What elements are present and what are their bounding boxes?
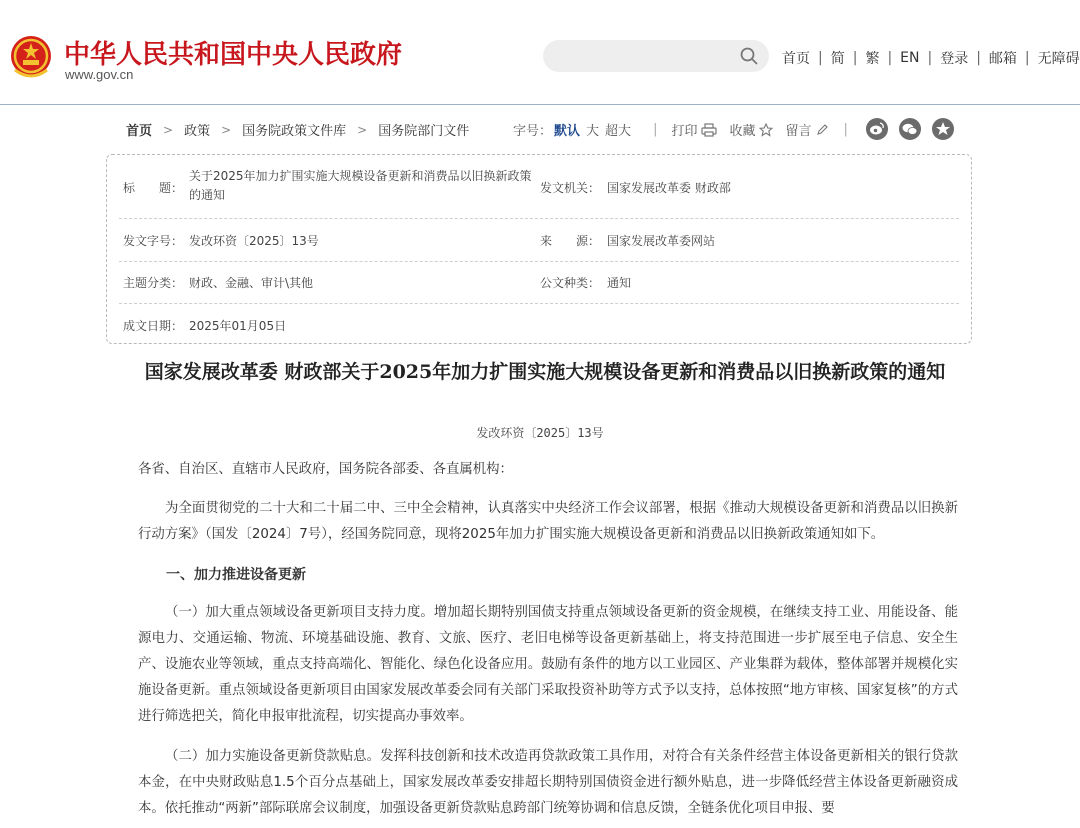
breadcrumb-department-docs[interactable]: 国务院部门文件 bbox=[378, 124, 470, 139]
font-size-default[interactable]: 默认 bbox=[554, 124, 581, 139]
chevron-right-icon: > bbox=[163, 122, 174, 137]
weibo-icon[interactable] bbox=[866, 118, 888, 140]
qzone-star-icon[interactable] bbox=[932, 118, 954, 140]
breadcrumb-home[interactable]: 首页 bbox=[126, 124, 153, 139]
site-title[interactable]: 中华人民共和国中央人民政府 bbox=[64, 40, 403, 70]
nav-simplified[interactable]: 简 bbox=[830, 51, 845, 67]
chevron-right-icon: > bbox=[221, 122, 232, 137]
nav-english[interactable]: EN bbox=[900, 50, 920, 66]
tools-divider: | bbox=[653, 122, 658, 137]
comment-button[interactable]: 留言 bbox=[785, 124, 812, 139]
search-box bbox=[543, 40, 769, 72]
print-button[interactable]: 打印 bbox=[671, 124, 698, 139]
search-icon[interactable] bbox=[739, 46, 759, 66]
font-size-large[interactable]: 大 bbox=[586, 124, 600, 139]
article-paragraph: （二）加力实施设备更新贷款贴息。发挥科技创新和技术改造再贷款政策工具作用，对符合有关条件经营主体设备更新相关的银行贷款本金，在中央财政贴息1.5个百分点基础上，国家发展改革委安排超长期特别国债资金进行额外贴息，进一步降低经营主体设备更新融资成本。依托推动“两新”部际联席会议制度，加强设备更新贷款贴息跨部门统筹协调和信息反馈，全链条优化项目申报、要 bbox=[138, 749, 958, 816]
nav-divider: | bbox=[887, 50, 893, 66]
issuer-value: 国家发展改革委 财政部 bbox=[607, 181, 731, 195]
document-info-table bbox=[106, 154, 972, 344]
font-size-xlarge[interactable]: 超大 bbox=[605, 124, 632, 139]
source-value: 国家发展改革委网站 bbox=[607, 234, 716, 248]
doc-type-value: 通知 bbox=[607, 276, 632, 290]
tools-divider: | bbox=[843, 122, 848, 137]
nav-divider: | bbox=[1024, 50, 1030, 66]
article-salutation: 各省、自治区、直辖市人民政府，国务院各部委、各直属机构： bbox=[138, 462, 513, 477]
article-doc-number: 发改环资〔2025〕13号 bbox=[476, 426, 604, 440]
date-label: 成文日期： bbox=[123, 319, 184, 333]
date-value: 2025年01月05日 bbox=[189, 319, 287, 333]
doc-number-value: 发改环资〔2025〕13号 bbox=[189, 234, 319, 248]
star-icon[interactable] bbox=[759, 123, 773, 137]
wechat-icon[interactable] bbox=[899, 118, 921, 140]
doc-type-label: 公文种类： bbox=[540, 276, 601, 290]
article-intro: 为全面贯彻党的二十大和二十届二中、三中全会精神，认真落实中央经济工作会议部署，根据《推动大规模设备更新和消费品以旧换新行动方案》（国发〔2024〕7号），经国务院同意，现将2025年加力扩围实施大规模设备更新和消费品以旧换新政策通知如下。 bbox=[138, 501, 958, 542]
source-label: 来 源： bbox=[540, 234, 601, 248]
font-size-label: 字号： bbox=[513, 124, 553, 139]
section-heading: 一、加力推进设备更新 bbox=[166, 567, 306, 583]
breadcrumb bbox=[126, 120, 469, 139]
issuer-label: 发文机关： bbox=[540, 181, 601, 195]
nav-divider: | bbox=[976, 50, 981, 66]
favorite-button[interactable]: 收藏 bbox=[729, 124, 756, 139]
article-tools bbox=[513, 120, 848, 139]
article-paragraph: （一）加大重点领域设备更新项目支持力度。增加超长期特别国债支持重点领域设备更新的资金规模，在继续支持工业、用能设备、能源电力、交通运输、物流、环境基础设施、教育、文旅、医疗、老旧电梯等设备更新基础上，将支持范围进一步扩展至电子信息、安全生产、设施农业等领域，重点支持高端化、智能化、绿色化设备应用。鼓励有条件的地方以工业园区、产业集群为载体，整体部署并规模化实施设备更新。重点领域设备更新项目由国家发展改革委会同有关部门采取投资补助等方式予以支持，总体按照“地方审核、国家复核”的方式进行筛选把关，简化申报审批流程，切实提高办事效率。 bbox=[138, 605, 958, 724]
topic-label: 主题分类： bbox=[123, 276, 184, 290]
nav-traditional[interactable]: 繁 bbox=[865, 51, 880, 67]
pencil-icon[interactable] bbox=[816, 124, 828, 136]
doc-number-label: 发文字号： bbox=[123, 234, 184, 248]
nav-login[interactable]: 登录 bbox=[940, 51, 969, 67]
search-input[interactable] bbox=[557, 46, 731, 68]
title-label: 标 题： bbox=[123, 181, 184, 195]
site-header bbox=[0, 0, 1080, 105]
title-value: 关于2025年加力扩围实施大规模设备更新和消费品以旧换新政策的通知 bbox=[189, 169, 532, 202]
national-emblem-icon[interactable] bbox=[9, 34, 53, 82]
nav-divider: | bbox=[927, 50, 933, 66]
chevron-right-icon: > bbox=[357, 122, 368, 137]
article-title: 国家发展改革委 财政部关于2025年加力扩围实施大规模设备更新和消费品以旧换新政策的通知 bbox=[144, 361, 946, 383]
nav-divider: | bbox=[852, 50, 858, 66]
top-nav bbox=[782, 48, 1080, 68]
breadcrumb-policy-library[interactable]: 国务院政策文件库 bbox=[242, 124, 347, 139]
printer-icon[interactable] bbox=[701, 123, 717, 137]
nav-home[interactable]: 首页 bbox=[782, 51, 810, 67]
nav-divider: | bbox=[818, 50, 823, 66]
nav-mail[interactable]: 邮箱 bbox=[988, 51, 1017, 67]
breadcrumb-policy[interactable]: 政策 bbox=[184, 124, 211, 139]
topic-value: 财政、金融、审计\其他 bbox=[189, 276, 314, 290]
nav-accessibility[interactable]: 无障碍 bbox=[1037, 51, 1080, 67]
site-url: www.gov.cn bbox=[65, 67, 134, 82]
